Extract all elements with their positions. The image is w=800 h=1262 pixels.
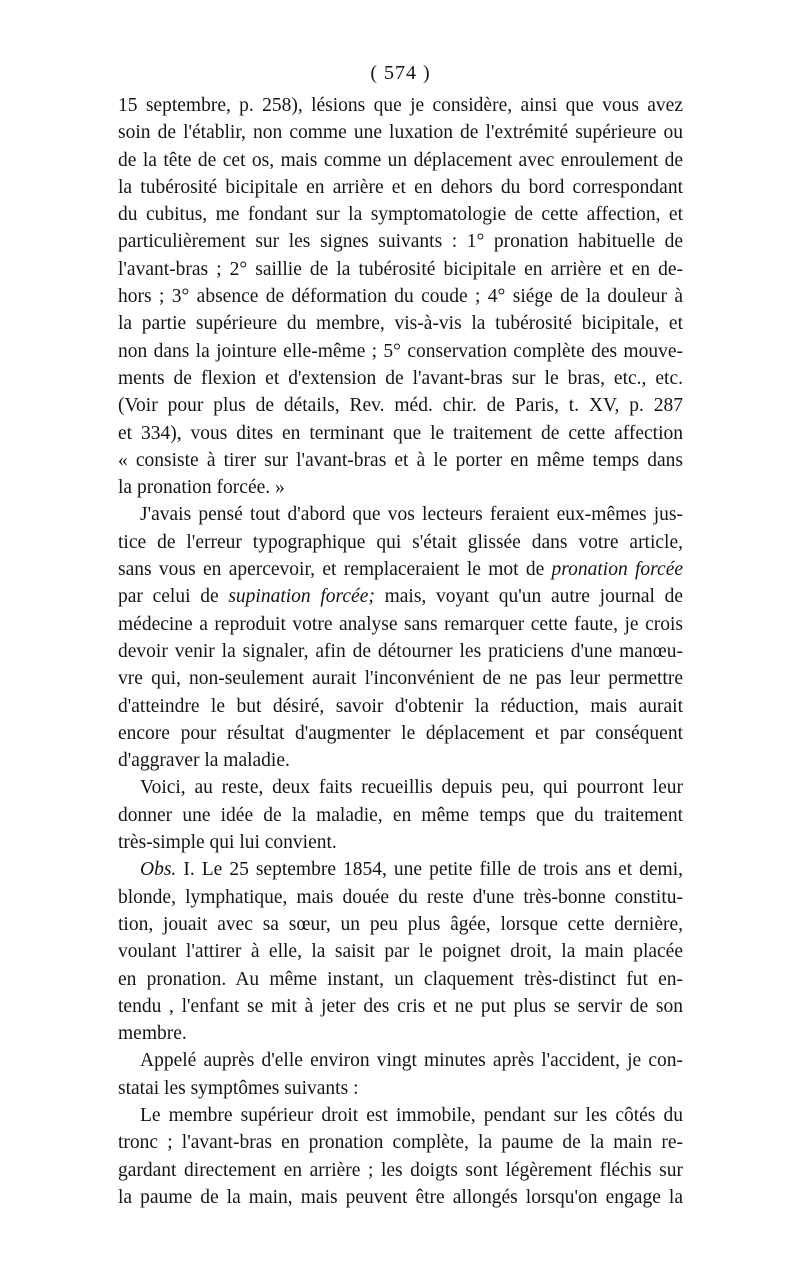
text-line: très-simple qui lui convient. [118,832,337,854]
text-line: blonde, lymphatique, mais douée du reste d'une très-bonne constitu- [118,886,683,908]
text-line: Appelé auprès d'elle environ vingt minutes après l'accident, je con- [140,1050,683,1072]
text-line: encore pour résultat d'augmenter le déplacement et par conséquent [118,722,683,744]
text-line [118,583,683,610]
text-line: médecine a reproduit votre analyse sans remarquer cette faute, je crois [118,613,683,635]
text-line: du cubitus, me fondant sur la symptomatologie de cette affection, et [118,204,683,226]
text-segment: mais, voyant qu'un autre journal de [374,586,684,608]
text-line: J'avais pensé tout d'abord que vos lecteurs feraient eux-mêmes jus- [140,504,683,526]
italic-text: pronation forcée [551,559,684,581]
text-segment: sans vous en apercevoir, et remplaceraient le mot de [118,559,552,581]
text-line: membre. [118,1023,187,1045]
text-line: non dans la jointure elle-même ; 5° conservation complète des mouve- [118,340,683,362]
text-line: la paume de la main, mais peuvent être allongés lorsqu'on engage la [118,1186,683,1208]
text-line: tion, jouait avec sa sœur, un peu plus âgée, lorsque cette dernière, [118,913,683,935]
text-line: tendu , l'enfant se mit à jeter des cris et ne put plus se servir de son [118,995,683,1017]
text-line: de la tête de cet os, mais comme un déplacement avec enroulement de [118,149,683,171]
text-line: « consiste à tirer sur l'avant-bras et à le porter en même temps dans [118,449,683,471]
text-line: ments de flexion et d'extension de l'avant-bras sur le bras, etc., etc. [118,367,683,389]
text-line: devoir venir la signaler, afin de détourner les praticiens d'une manœu- [118,640,683,662]
document-page [118,58,683,1211]
text-line: d'aggraver la maladie. [118,750,290,772]
text-line: la pronation forcée. » [118,477,285,499]
text-line: tice de l'erreur typographique qui s'était glissée dans votre article, [118,531,683,553]
text-line: voulant l'attirer à elle, la saisit par le poignet droit, la main placée [118,941,683,963]
text-line: (Voir pour plus de détails, Rev. méd. chir. de Paris, t. XV, p. 287 [118,395,683,417]
text-line: et 334), vous dites en terminant que le traitement de cette affection [118,422,683,444]
text-line: l'avant-bras ; 2° saillie de la tubérosité bicipitale en arrière et en de- [118,258,683,280]
text-line: la partie supérieure du membre, vis-à-vis la tubérosité bicipitale, et [118,313,683,335]
text-line [118,556,683,583]
italic-text: Obs. [140,859,177,881]
text-line: donner une idée de la maladie, en même temps que du traitement [118,804,683,826]
text-line: gardant directement en arrière ; les doigts sont légèrement fléchis sur [118,1159,683,1181]
text-line [118,856,683,883]
text-segment: I. Le 25 septembre 1854, une petite fille de trois ans et demi, [176,859,683,881]
page-number: ( 574 ) [370,62,431,84]
italic-text: supination forcée; [228,586,375,608]
text-line: statai les symptômes suivants : [118,1077,359,1099]
text-line: 15 septembre, p. 258), lésions que je considère, ainsi que vous avez [118,95,683,116]
text-line: d'atteindre le but désiré, savoir d'obtenir la réduction, mais aurait [118,695,683,717]
text-line: Le membre supérieur droit est immobile, pendant sur les côtés du [140,1104,683,1126]
text-line: tronc ; l'avant-bras en pronation complète, la paume de la main re- [118,1132,683,1154]
text-line: particulièrement sur les signes suivants : 1° pronation habituelle de [118,231,683,253]
text-line: en pronation. Au même instant, un claquement très-distinct fut en- [118,968,683,990]
text-line: soin de l'établir, non comme une luxation de l'extrémité supérieure ou [118,122,683,144]
text-line: hors ; 3° absence de déformation du coude ; 4° siége de la douleur à [118,286,683,308]
text-line: la tubérosité bicipitale en arrière et en dehors du bord correspondant [118,176,683,198]
text-line: Voici, au reste, deux faits recueillis depuis peu, qui pourront leur [140,777,683,799]
text-line: vre qui, non-seulement aurait l'inconvénient de ne pas leur permettre [118,668,683,690]
body-text [118,92,683,1211]
text-segment: par celui de [118,586,229,608]
